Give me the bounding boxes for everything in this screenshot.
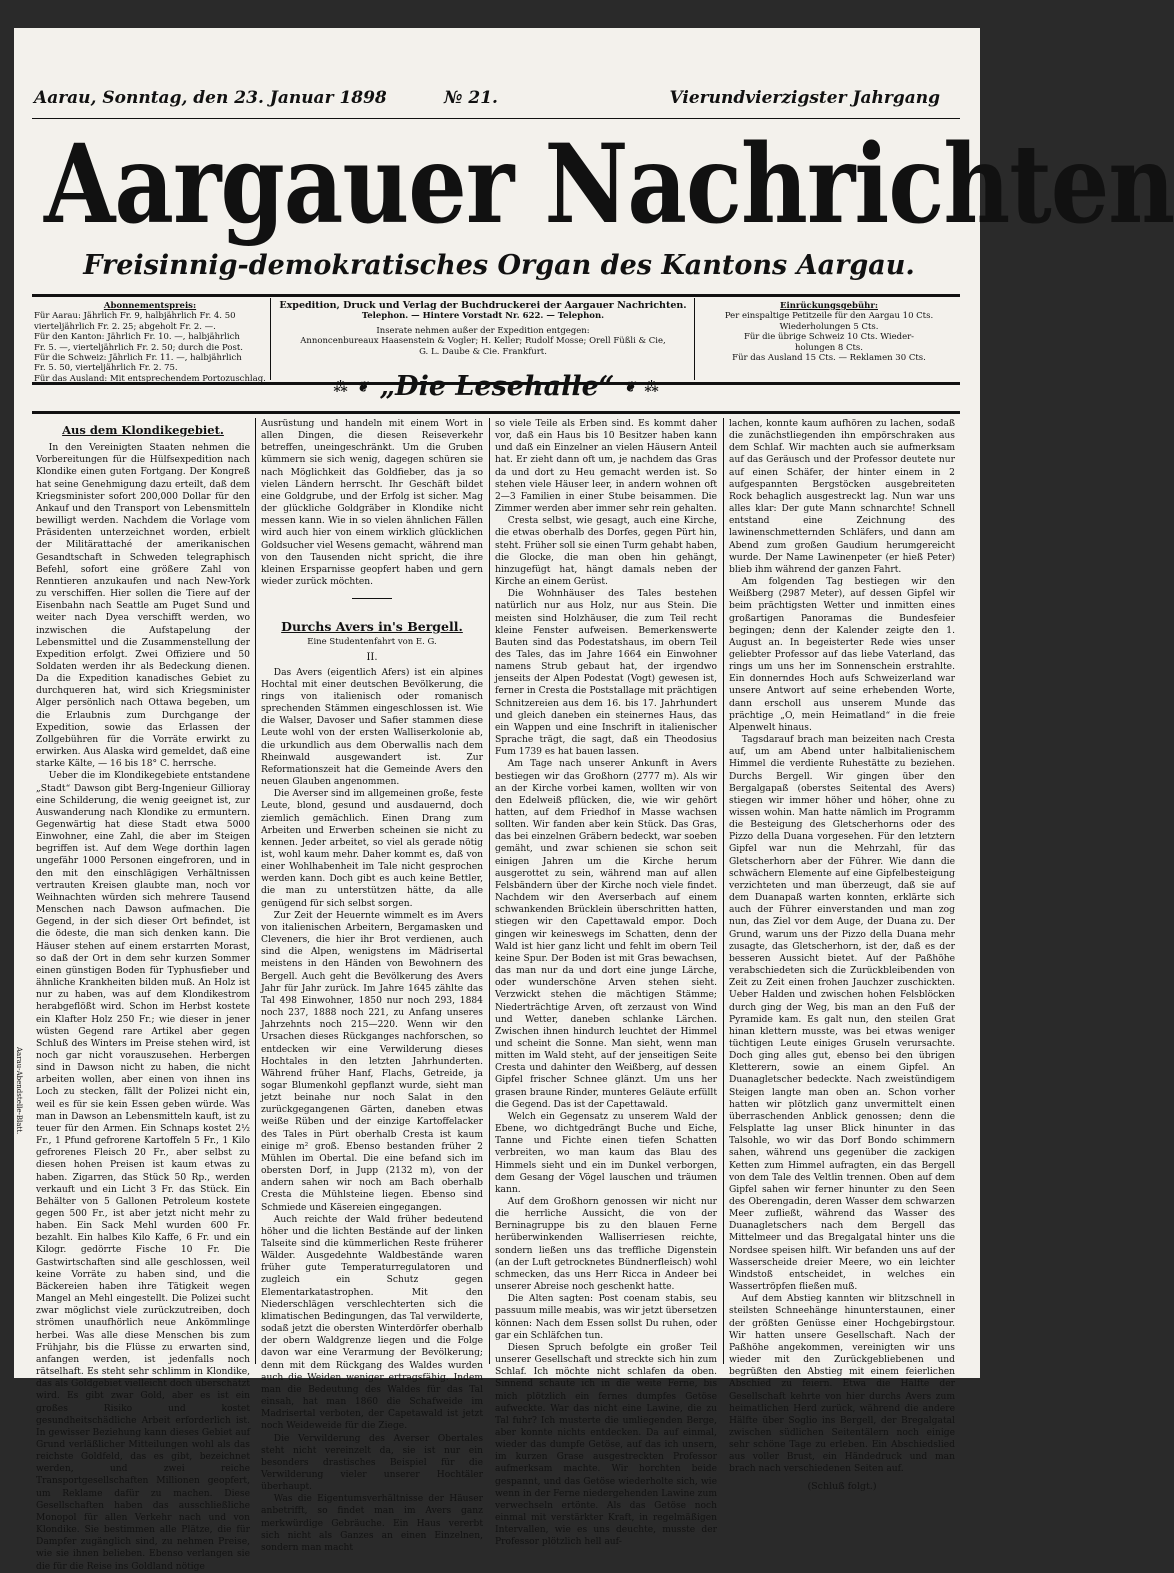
subscription-line: Für Aarau: Jährlich Fr. 9, halbjährlich Fr. 4. 50 (34, 311, 236, 322)
article-paragraph: Die Alten sagten: Post coenam stabis, seu passuum mille meabis, was wir jetzt übersetzen können: Nach dem Essen sollst Du ruhen, oder gar ein Schläfchen tun. (495, 1294, 717, 1341)
info-top-rule (32, 294, 960, 297)
ads-intro: Inserate nehmen außer der Expedition entgegen: (376, 325, 590, 336)
ads-agencies: Annoncenbureaux Haasenstein & Vogler; H. Keller; Rudolf Mosse; Orell Füßli & Cie, (300, 336, 666, 347)
place-date: Aarau, Sonntag, den 23. Januar 1898 (34, 88, 387, 108)
ad-rates-line: Per einspaltige Petitzeile für den Aargau 10 Cts. (724, 311, 934, 322)
article-paragraph: lachen, konnte kaum aufhören zu lachen, sodaß die zunächstliegenden ihn empörschraken aus dem Schlaf. Wir machten auch sie aufmerksam auf das Geräusch und der Professor deutete nur auf einen Schäfer, der hinter einem in 2 aufgespannten Bergstöcken ausgebreiteten Rock behaglich ausgestreckt lag. Nun war uns alles klar: Der gute Mann schnarchte! Schnell entstand eine Zeichnung des lawinenschmetternden Schläfers, und dann am Abend zum großen Gaudium herumgereicht wurde. Der Name Lawinenpeter (er hieß Peter) blieb ihm während der ganzen Fahrt. (729, 419, 955, 575)
article-part: II. (366, 651, 378, 663)
publisher-heading: Expedition, Druck und Verlag der Buchdruckerei der Aargauer Nachrichten. (279, 300, 687, 311)
section-title-row (14, 371, 980, 402)
publisher-box (276, 301, 690, 357)
subscription-line: vierteljährlich Fr. 2. 25; abgeholt Fr. 2. —. (34, 321, 216, 332)
column-1 (36, 418, 250, 1572)
margin-note: Aarau-Abendstelle-Blatt. (15, 1047, 23, 1135)
section-rule (32, 411, 960, 414)
continued-note: (Schluß folgt.) (807, 1480, 877, 1492)
article-paragraph: Auch reichte der Wald früher bedeutend höher und die lichten Bestände auf der linken Talseite sind die kümmerlichen Reste früherer Wälder. Ausgedehnte Waldbestände waren früher gute Temperaturregulatoren und zugleich ein Schutz gegen Elementarkatastrophen. Mit den Niederschlägen verschlechterten sich die klimatischen Bedingungen, das Tal verwilderte, sodaß jetzt die obersten Winterdörfer oberhalb der obern Waldgrenze liegen und die Folge davon war eine Verarmung der Bevölkerung; denn mit dem Rückgang des Waldes wurden auch die Weiden weniger ertragsfähig. Indem man die Bedeutung des Waldes für das Tal einsah, hat man 1860 die Schafweide im Madrisertal verboten, der Capetawald ist jetzt noch Weideweide für die Ziege. (261, 1214, 483, 1432)
article-title: Durchs Avers in's Bergell. (281, 619, 463, 635)
section-title: „Die Lesehalle“ (379, 371, 615, 402)
ad-rates-box (700, 301, 958, 363)
subscription-heading: Abonnementspreis: (103, 301, 197, 311)
column-4 (729, 418, 955, 1492)
article-paragraph: Am Tage nach unserer Ankunft in Avers bestiegen wir das Großhorn (2777 m). Als wir an der Kirche vorbei kamen, wollten wir von den Edelweiß pflücken, die, wie wir gehört hatten, auf dem Friedhof in Masse wachsen sollten. Wir fanden aber kein Stück. Das Gras, das bei einzelnen Gräbern bedeckt, war soeben gemäht, und zwar schienen sie schon seit einigen Jahren um die Kirche herum ausgerottet zu sein, während man auf allen Felsbändern über der Kirche noch viele findet. Nachdem wir den Averserbach auf einem schwankenden Brücklein überschritten hatten, stiegen wir den Capettawald empor. Doch gingen wir keineswegs im Schatten, denn der Wald ist hier ganz licht und fehlt im obern Teil keine Spur. Der Boden ist mit Gras bewachsen, das man nur da und dort eine junge Lärche, oder wunderschöne Arven stehen sieht. Verzwickt stehen die mächtigen Stämme; Niederträchtige Arven, oft zerzaust von Wind und Wetter, daneben schlanke Lärchen. Zwischen ihnen hindurch leuchtet der Himmel und scheint die Sonne. Man sieht, wenn man mitten im Wald steht, auf der jenseitigen Seite Cresta und dahinter den Weißberg, auf dessen Gipfel frischer Schnee glänzt. Um uns her grasen braune Rinder, munteres Geläute erfüllt die Gegend. Das ist der Capettawald. (495, 759, 717, 1110)
article-paragraph: Die Wohnhäuser des Tales bestehen natürlich nur aus Holz, nur aus Stein. Die meisten sind Holzhäuser, die zum Teil recht kleine Fenster aufweisen. Bemerkenswerte Bauten sind das Podestatshaus, im obern Teil des Tales, das im Jahre 1664 ein Einwohner namens Strub gebaut hat, der irgendwo jenseits der Alpen Podestat (Vogt) gewesen ist, ferner in Cresta die Poststallage mit prächtigen Schnitzereien aus dem 16. bis 17. Jahrhundert und gleich daneben ein steinernes Haus, das ein Wappen und eine Inschrift in italienischer Sprache trägt, die sagt, daß ein Theodosius Fum 1739 es hat bauen lassen. (495, 589, 717, 758)
newspaper-page (14, 28, 1174, 1572)
header-rule (32, 118, 960, 119)
info-divider (270, 298, 271, 380)
article-paragraph: Die Verwilderung des Averser Obertales steht nicht vereinzelt da, sie ist nur ein besonders drastisches Beispiel für die Verwilderung vieler unserer Hochtäler überhaupt. (261, 1433, 483, 1493)
info-divider (694, 298, 695, 380)
article-paragraph: Auf dem Abstieg kannten wir blitzschnell in steilsten Schneehänge hinunterstaunen, einer der größten Genüsse einer Hochgebirgstour. Wir hatten unsere Gesellschaft. Nach der Paßhöhe angekommen, vereinigten wir uns wieder mit den Zurückgebliebenen und begrüßten den Abstieg mit einem feierlichen Abschied zu feiern. Etwa die Hälfte der Gesellschaft kehrte von hier durchs Avers zum heimatlichen Herd zurück, während die andere Hälfte über Soglio ins Bergell, der Bregalgatal zwischen südlichen Seitentälern noch einige sehr schöne Tage zu erleben. Ein Abschiedslied aus voller Brust, ein Händedruck und man brach nach verschiedenen Seiten auf. (729, 1294, 955, 1475)
column-rule (255, 418, 256, 1364)
article-paragraph: Welch ein Gegensatz zu unserem Wald der Ebene, wo dichtgedrängt Buche und Eiche, Tanne und Fichte einen tiefen Schatten verbreiten, wo man kaum das Blau des Himmels sieht und ein im Dunkel verborgen, dem Gesang der Vögel lauschen und träumen kann. (495, 1111, 717, 1195)
ornament-right-icon: ❦ ⁂ (623, 379, 661, 396)
article-paragraph: Das Avers (eigentlich Afers) ist ein alpines Hochtal mit einer deutschen Bevölkerung, die rings von italienisch oder romanisch sprechenden Stämmen eingeschlossen ist. Wie die Walser, Davoser und Safier stammen diese Leute wohl von der ersten Walliserkolonie ab, die urkundlich aus dem Oberwallis nach dem Rheinwald ausgewandert ist. Zur Reformationszeit hat die Gemeinde Avers den neuen Glauben angenommen. (261, 667, 483, 788)
subscription-line: Für den Kanton: Jährlich Fr. 10. —, halbjährlich (34, 332, 240, 343)
article-paragraph: Diesen Spruch befolgte ein großer Teil unserer Gesellschaft und streckte sich hin zum Schlaf. Ich möchte nicht schlafen da oben. Sinnend schaute ich in die weite Ferne, bis mich plötzlich ein fernes dumpfes Getöse aufweckte. War das nicht eine Lawine, die zu Tal fuhr? Ich musterte die umliegenden Berge, aber konnte nichts entdecken. Da auf einmal, wieder das dumpfe Getöse, auf das ich unsern, im kurzen Grase ausgestreckten Professor aufmerksam machte. Wir horchten beide gespannt, und das Getöse wiederholte sich, wie wenn in der Ferne niedergehenden Lawine zum verwechseln ertönte. Als das Getöse noch einmal mit verstärkter Kraft, in regelmäßigen Intervallen, wie es uns deuchte, musste der Professor plötzlich hell auf- (495, 1342, 717, 1548)
masthead-title: Aargauer Nachrichten (44, 120, 1174, 248)
volume-label: Vierundvierzigster Jahrgang (669, 88, 940, 108)
column-2 (261, 418, 483, 1553)
article-paragraph: Ueber die im Klondikegebiete entstandene „Stadt“ Dawson gibt Berg-Ingenieur Gillioray eine Schilderung, die wenig geeignet ist, zur Auswanderung nach Klondike zu ermuntern. Gegenwärtig hat diese Stadt etwa 5000 Einwohner, eine Zahl, die aber im Steigen begriffen ist. Auf dem Wege dorthin lagen ungefähr 1000 Personen eingefroren, und in den mit den einschlägigen Verhältnissen vertrauten Kreisen glaubte man, noch vor Weihnachten würden sich mehrere Tausend Menschen nach Dawson aufmachen. Die Gegend, in der sich dieser Ort befindet, ist die ödeste, die man sich denken kann. Die Häuser stehen auf einem erstarrten Morast, so daß der Ort in dem sehr kurzen Sommer einen günstigen Boden für Typhusfieber und ähnliche Krankheiten bilden muß. An Holz ist nur zu haben, was auf dem Klondikestrom herabgeflößt wird. Schon im Herbst kostete ein Klafter Holz 250 Fr.; wie dieser in jener wüsten Gegend rare Artikel aber gegen Schluß des Winters im Preise stehen wird, ist noch gar nicht vorauszusehen. Herbergen sind in Dawson nicht zu haben, die nicht arbeiten wollen, aber einen von ihnen ins Loch zu stecken, fällt der Polizei nicht ein, weil es für sie kein Essen geben würde. Was man in Dawson an Lebensmitteln kauft, ist zu teuer für den Armen. Ein Schnaps kostet 2½ Fr., 1 Pfund gefrorene Kartoffeln 5 Fr., 1 Kilo gefrorenes Fleisch 20 Fr., aber selbst zu diesen hohen Preisen ist kaum etwas zu haben. Zigarren, das Stück 50 Rp., werden verkauft und ein Licht 3 Fr. das Stück. Ein Behälter von 5 Gallonen Petroleum kostete gegen 500 Fr., ist aber jetzt nicht mehr zu haben. Ein Sack Mehl wurden 600 Fr. bezahlt. Ein halbes Kilo Kaffe, 6 Fr. und ein Kilogr. gedörrte Fische 10 Fr. Die Gastwirtschaften sind alle geschlossen, weil keine Vorräte zu haben sind, und die Bäckereien haben ihre Tätigkeit wegen Mangel an Mehl eingestellt. Die Polizei sucht zwar möglichst viele zurückzutreiben, doch strömen unaufhörlich neue Ankömmlinge herbei. Was alle diese Menschen bis zum Frühjahr, bis die Flüsse zu erwarten sind, anfangen werden, ist jedenfalls noch rätselhaft. Es steht sehr schlimm in Klondike, das als Goldgebiet vielleicht doch überschätzt wird. Es gibt zwar Gold, aber es ist ein großes Risiko und kostet gesundheitschädliche Arbeit erforderlich ist. In gewisser Beziehung kann dieses Gebiet auf Grund verläßlicher Mitteilungen wohl als das reichste Goldfeld, das es gibt, bezeichnet werden, und zwei reiche Transportgesellschaften Millionen geopfert, um Reklame dafür zu machen. Diese Gesellschaften haben das ausschließliche Monopol für allen Verkehr nach und von Klondike. Sie bestimmen alle Plätze, die für Dampfer zugänglich sind, zu nehmen Preise, wie sie ihnen belieben. Ebenso verlangen sie die für die Reise ins Goldland nötige (36, 771, 250, 1572)
ad-rates-line: holungen 8 Cts. (795, 342, 863, 353)
ad-rates-line: Wiederholungen 5 Cts. (779, 321, 879, 332)
article-paragraph: Was die Eigentumsverhältnisse der Häuser anbetrifft, so findet man im Avers ganz merkwürdige Gebräuche. Ein Haus vererbt sich nicht als Ganzes an einen Einzelnen, sondern man macht (261, 1494, 483, 1553)
publisher-phone: Telephon. — Hintere Vorstadt Nr. 622. — Telephon. (361, 311, 605, 322)
article-divider (352, 598, 392, 599)
article-paragraph: Zur Zeit der Heuernte wimmelt es im Avers von italienischen Arbeitern, Bergamasken und Cleveners, die hier ihr Brot verdienen, auch sind die Alpen, wenigstens im Mädrisertal meistens in den Händen von Bewohnern des Bergell. Auch geht die Bevölkerung des Avers Jahr für Jahr zurück. Im Jahre 1645 zählte das Tal 498 Einwohner, 1850 nur noch 293, 1884 noch 237, 1888 noch 221, zu Anfang unseres Jahrzehnts noch 215—220. Wenn wir den Ursachen dieses Rückganges nachforschen, so entdecken wir eine Verwilderung dieses Hochtales in den letzten Jahrhunderten. Während früher Hanf, Flachs, Getreide, ja sogar Blumenkohl gepflanzt wurde, sieht man jetzt beinahe nur noch Salat in den zurückgegangenen Gärten, daneben etwas weiße Rüben und der einzige Kartoffelacker des Tales in Pürt oberhalb Cresta ist kaum einige m² groß. Ebenso bestanden früher 2 Mühlen im Obertal. Die eine befand sich im obersten Dorf, in Jupp (2132 m), von der andern sahen wir noch am Bach oberhalb Cresta die Mühlsteine liegen. Ebenso sind Schmiede und Käsereien eingegangen. (261, 910, 483, 1213)
issue-number: № 21. (444, 88, 498, 108)
column-rule (723, 418, 724, 1364)
subscription-line: Für die Schweiz: Jährlich Fr. 11. —, halbjährlich (34, 353, 242, 364)
ad-rates-heading: Einrückungsgebühr: (780, 301, 878, 311)
article-byline: Eine Studentenfahrt von E. G. (307, 637, 437, 648)
article-title: Aus dem Klondikegebiet. (62, 423, 224, 437)
article-paragraph: Auf dem Großhorn genossen wir nicht nur die herrliche Aussicht, die von der Berninagruppe bis zu den blauen Ferne herüberwinkenden Walliserriesen reichte, sondern ließen uns das treffliche Digenstein (an der Luft getrocknetes Bündnerfleisch) wohl schmecken, das uns Herr Ricca in Andeer bei unserer Abreise noch geschenkt hatte. (495, 1197, 717, 1293)
subscription-line: Für das Ausland: Mit entsprechendem Portozuschlag. (34, 373, 266, 384)
article-paragraph: Cresta selbst, wie gesagt, auch eine Kirche, die etwas oberhalb des Dorfes, gegen Pürt hin, steht. Früher soll sie einen Turm gehabt haben, die Glocke, die man oben hin gehängt, hinzugefügt hat, hängt damals neben der Kirche an einem Gerüst. (495, 516, 717, 588)
article-paragraph: so viele Teile als Erben sind. Es kommt daher vor, daß ein Haus bis 10 Besitzer haben kann und daß ein Einzelner an vielen Häusern Anteil hat. Er zieht dann oft um, je nachdem das Gras da und dort zu Heu gemacht werden ist. So stehen viele Häuser leer, in andern wohnen oft 2—3 Familien in einer Stube beisammen. Die Zimmer werden aber immer sehr rein gehalten. (495, 419, 717, 515)
ad-rates-line: Für die übrige Schweiz 10 Cts. Wieder- (743, 332, 915, 343)
subscription-line: Fr. 5. 50, vierteljährlich Fr. 2. 75. (34, 363, 178, 374)
article-paragraph: Tagsdarauf brach man beizeiten nach Cresta auf, um am Abend unter halbitalienischem Himmel die verdiente Ruhestätte zu beziehen. Durchs Bergell. Wir gingen über den Bergalgapaß (oberstes Seitental des Avers) stiegen wir immer höher und höher, ohne zu wissen wohin. Man hatte nämlich im Programm die Besteigung des Gletscherhorns oder des Pizzo della Duana vorgesehen. Für den letztern Gipfel war nun die Mehrzahl, für das Gletscherhorn aber der Führer. Wie dann die schwächern Elemente auf eine Gipfelbesteigung verzichteten und man überzeugt, daß sie auf dem Duanapaß warten konnten, erklärte sich auch der Führer einverstanden und man zog nun, das Ziel vor dem Auge, der Duana zu. Der Grund, warum uns der Pizzo della Duana mehr zusagte, das Gletscherhorn, ist der, daß es der besseren Aussicht bietet. Auf der Paßhöhe verabschiedeten sich die Zurückbleibenden von Zeit zu Zeit einen frohen Jauchzer zuschickten. Ueber Halden und zwischen hohen Felsblöcken durch ging der Weg, bis man an den Fuß der Pyramide kam. Es galt nun, den steilen Grat hinan klettern musste, was bei etwas weniger tüchtigen Leute einiges Gruseln verursachte. Doch ging alles gut, ebenso bei den übrigen Kletterern, sowie an einem Gipfel. An Duanagletscher bedeckte. Nach zweistündigem Steigen langte man oben an. Schon vorher hatten wir plötzlich ganz unvermittelt einen überraschenden Anblick genossen; denn die Felsplatte lag unser Blick hinunter in das Talsohle, wo wir das Dorf Bondo schimmern sahen, während uns gegenüber die zackigen Ketten zum Himmel aufragten, ein das Bergell von dem Tale des Veltlin trennen. Oben auf dem Gipfel sahen wir ferner hinunter zu den Seen des Oberengadin, deren Wasser dem schwarzen Meer zufließt, während das Wasser des Duanagletschers nach dem Bergell das Mittelmeer und das Bregalgatal hinter uns die Nordsee speisen hilft. Wir befanden uns auf der Wasserscheide dreier Meere, wo ein leichter Windstoß entscheidet, in welches ein Wassertröpfen fließen muß. (729, 735, 955, 1293)
article-paragraph: Ausrüstung und handeln mit einem Wort in allen Dingen, die diesen Reiseverkehr betreffen, uneingeschränkt. Um die Gruben kümmern sie sich wenig, dagegen schüren sie nach Möglichkeit das Goldfieber, das ja so vielen Ländern herrscht. Ihr Geschäft bildet eine Goldgrube, und der Erfolg ist sicher. Mag der glückliche Goldgräber in Klondike nicht messen kann. Wie in so vielen ähnlichen Fällen wird auch hier von einem wirklich glücklichen Goldsucher viel Wesens gemacht, während man von den Tausenden nicht spricht, die ihre kleinen Ersparnisse geopfert haben und gern wieder zurück möchten. (261, 419, 483, 588)
masthead-subtitle: Freisinnig-demokratisches Organ des Kantons Aargau. (83, 250, 915, 281)
column-rule (489, 418, 490, 1364)
ad-rates-line: Für das Ausland 15 Cts. — Reklamen 30 Cts. (732, 353, 926, 364)
ads-agencies: G. L. Daube & Cie. Frankfurt. (419, 346, 547, 357)
article-paragraph: Die Averser sind im allgemeinen große, feste Leute, blond, gesund und ausdauernd, doch ziemlich gemächlich. Einen Drang zum Arbeiten und Erwerben scheinen sie nicht zu kennen. Jeder arbeitet, so viel als gerade nötig ist, wohl kaum mehr. Daher kommt es, daß von einer Wohlhabenheit im Tale nicht gesprochen werden kann. Doch gibt es auch keine Bettler, die man zu unterstützen hätte, da alle genügend für sich selbst sorgen. (261, 789, 483, 909)
article-paragraph: In den Vereinigten Staaten nehmen die Vorbereitungen für die Hülfsexpedition nach Klondike einen guten Fortgang. Der Kongreß hat seine Genehmigung dazu erteilt, daß dem Kriegsminister sofort 200,000 Dollar für den Ankauf und den Transport von Lebensmitteln bewilligt werden. Nachdem die Vorlage vom Präsidenten unterzeichnet worden, erbielt der Militärattaché der amerikanischen Gesandtschaft in Schweden telegraphisch Befehl, sofort eine größere Zahl von Renntieren anzukaufen und nach New-York zu verschiffen. Hier sollen die Tiere auf der Eisenbahn nach Seattle am Puget Sund und weiter nach Dyea verschifft werden, wo inzwischen die Aufstapelung der Lebensmittel und die Zusammenstellung der Expedition erfolgt. Zwei Offiziere und 50 Soldaten werden ihr als Bedeckung dienen. Da die Expedition kanadisches Gebiet zu durchqueren hat, wird sich Kriegsminister Alger persönlich nach Ottawa begeben, um die Erlaubnis zum Durchgange der Expedition, sowie das Erlassen der Zollgebühren für die Vorräte erwirkt zu erwirken. Aus Alaska wird gemeldet, daß eine starke Kälte, — 16 bis 18° C. herrsche. (36, 443, 250, 770)
article-paragraph: Am folgenden Tag bestiegen wir den Weißberg (2987 Meter), auf dessen Gipfel wir beim prächtigsten Wetter und inmitten eines großartigen Panoramas die Bundesfeier begingen; denn der Kalender zeigte den 1. August an. In begeisterter Rede wies unser geliebter Professor auf das liebe Vaterland, das rings um uns her im Sonnenschein erstrahlte. Ein donnerndes Hoch aufs Schweizerland war unsere Antwort auf seine erhebenden Worte, dann erscholl aus unserem Munde das prächtige „O, mein Heimatland“ in die freie Alpenwelt hinaus. (729, 577, 955, 733)
ornament-left-icon: ⁂ ❦ (333, 379, 371, 396)
column-3 (495, 418, 717, 1548)
subscription-line: Fr. 5. —, vierteljährlich Fr. 2. 50; durch die Post. (34, 342, 243, 353)
